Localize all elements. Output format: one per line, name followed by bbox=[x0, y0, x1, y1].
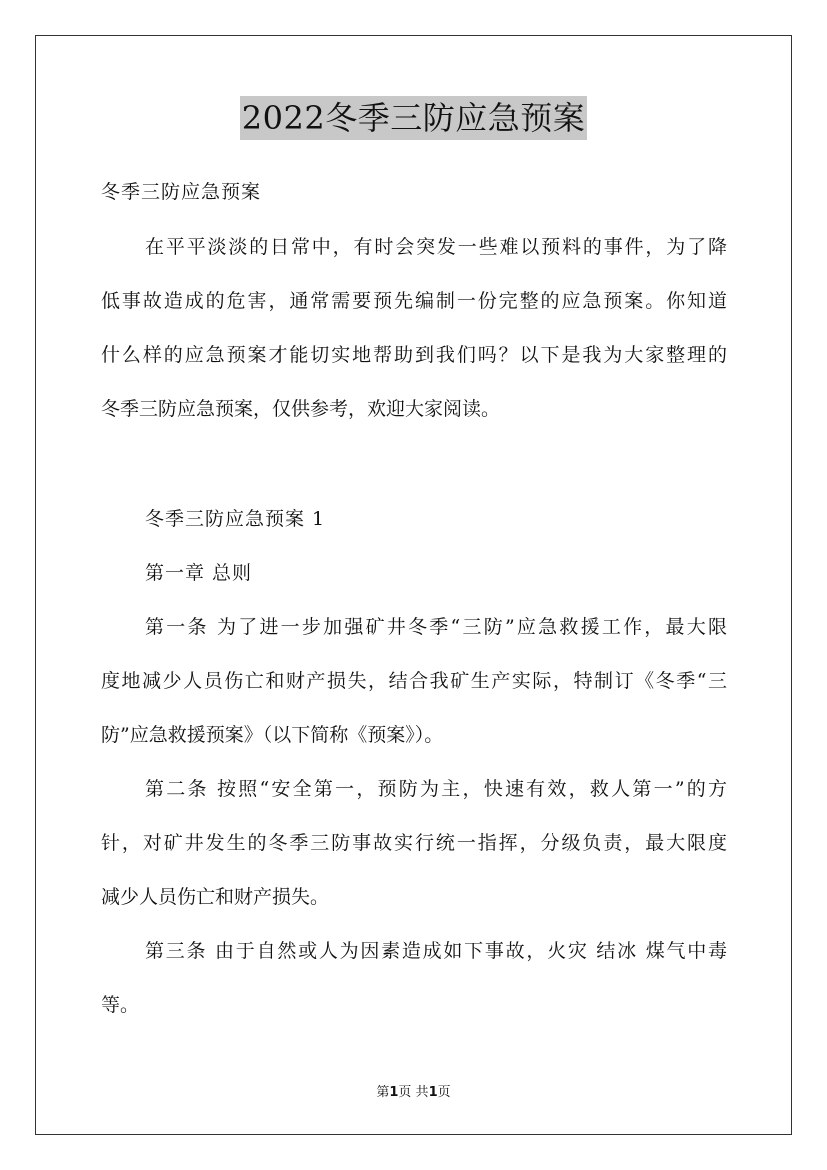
footer-prefix: 第 bbox=[376, 1085, 390, 1100]
document-subtitle: 冬季三防应急预案 bbox=[101, 181, 262, 203]
section-heading: 冬季三防应急预案 1 bbox=[145, 508, 326, 530]
intro-line-3: 什么样的应急预案才能切实地帮助到我们吗？以下是我为大家整理的 bbox=[101, 344, 727, 366]
article-2-line-1: 第二条 按照“安全第一，预防为主，快速有效，救人第一”的方 bbox=[145, 778, 727, 800]
footer-page-number: 1 bbox=[389, 1085, 399, 1100]
intro-line-1: 在平平淡淡的日常中，有时会突发一些难以预料的事件，为了降 bbox=[145, 236, 727, 258]
article-3-line-1: 第三条 由于自然或人为因素造成如下事故，火灾 结冰 煤气中毒 bbox=[145, 940, 727, 962]
page-footer bbox=[0, 1084, 827, 1102]
article-3-line-2: 等。 bbox=[101, 994, 140, 1016]
intro-line-2: 低事故造成的危害，通常需要预先编制一份完整的应急预案。你知道 bbox=[101, 290, 727, 312]
article-3-paragraph bbox=[101, 924, 727, 1032]
chapter-heading: 第一章 总则 bbox=[145, 562, 253, 584]
title-container bbox=[0, 96, 827, 140]
intro-paragraph bbox=[101, 220, 727, 436]
intro-line-4: 冬季三防应急预案，仅供参考，欢迎大家阅读。 bbox=[101, 398, 501, 420]
article-1-line-3: 防”应急救援预案》（以下简称《预案》）。 bbox=[101, 724, 444, 746]
article-1-line-2: 度地减少人员伤亡和财产损失，结合我矿生产实际，特制订《冬季“三 bbox=[101, 670, 727, 692]
article-1-line-1: 第一条 为了进一步加强矿井冬季“三防”应急救援工作，最大限 bbox=[145, 616, 727, 638]
article-2-line-2: 针，对矿井发生的冬季三防事故实行统一指挥，分级负责，最大限度 bbox=[101, 832, 727, 854]
article-1-paragraph bbox=[101, 600, 727, 762]
footer-mid: 页 共 bbox=[398, 1085, 429, 1100]
article-2-line-3: 减少人员伤亡和财产损失。 bbox=[101, 886, 330, 908]
document-title: 2022冬季三防应急预案 bbox=[240, 96, 587, 140]
article-2-paragraph bbox=[101, 762, 727, 924]
footer-total-pages: 1 bbox=[428, 1085, 438, 1100]
footer-suffix: 页 bbox=[437, 1085, 451, 1100]
